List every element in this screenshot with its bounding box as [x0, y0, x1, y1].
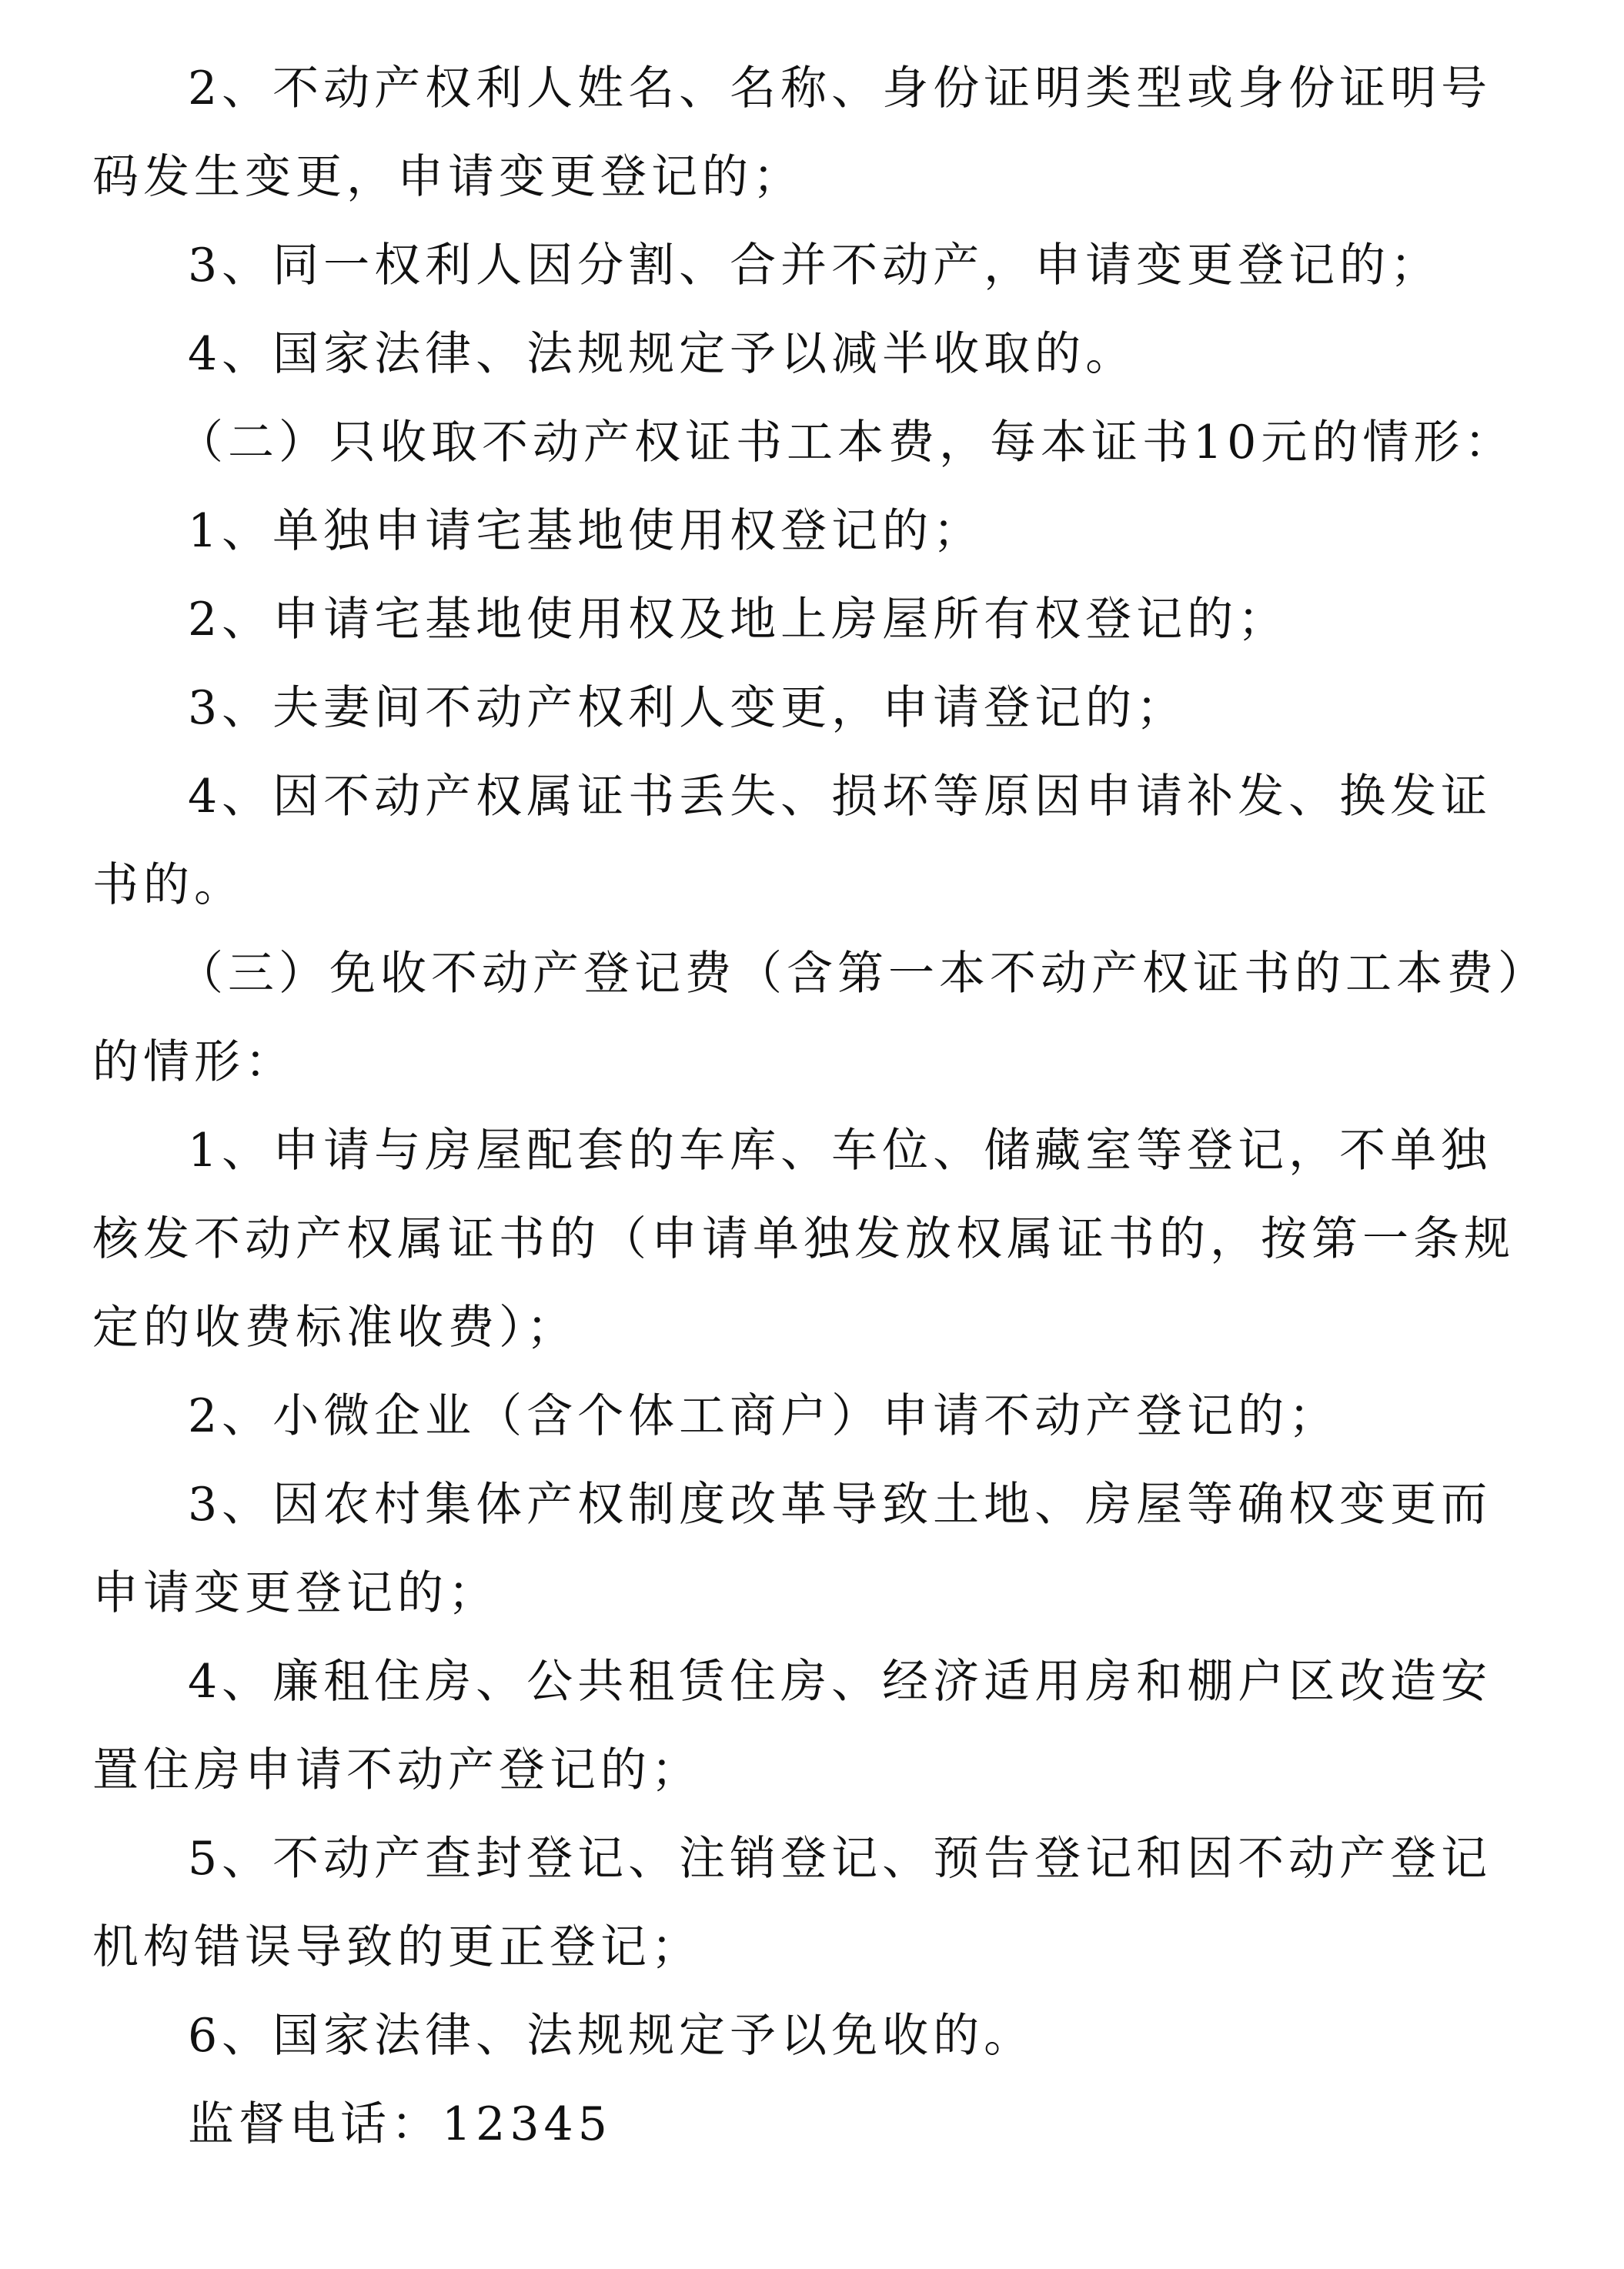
paragraph-garage: 1、申请与房屋配套的车库、车位、储藏室等登记，不单独核发不动产权属证书的（申请单独发放权属证书的，按第一条规定的收费标准收费）； — [92, 1124, 1515, 1355]
paragraph-exempt-law: 6、国家法律、法规规定予以免收的。 — [188, 2009, 1035, 2063]
paragraph-rural-reform: 3、因农村集体产权制度改革导致土地、房屋等确权变更而申请变更登记的； — [92, 1478, 1492, 1620]
section-heading-two: （二）只收取不动产权证书工本费，每本证书10元的情形： — [177, 416, 1515, 470]
paragraph-reissue: 4、因不动产权属证书丢失、损坏等原因申请补发、换发证书的。 — [92, 770, 1492, 912]
paragraph-half-fee-law: 4、国家法律、法规规定予以减半收取的。 — [188, 327, 1137, 381]
paragraph-small-business: 2、小微企业（含个体工商户）申请不动产登记的； — [188, 1389, 1340, 1443]
paragraph-split-merge: 3、同一权利人因分割、合并不动产，申请变更登记的； — [188, 239, 1442, 292]
section-heading-three: （三）免收不动产登记费（含第一本不动产权证书的工本费）的情形： — [92, 947, 1525, 1089]
paragraph-spouse-change: 3、夫妻间不动产权利人变更，申请登记的； — [188, 681, 1188, 735]
paragraph-homestead-house: 2、申请宅基地使用权及地上房屋所有权登记的； — [188, 593, 1289, 647]
supervision-phone: 监督电话：12345 — [188, 2097, 612, 2151]
paragraph-name-change: 2、不动产权利人姓名、名称、身份证明类型或身份证明号码发生变更，申请变更登记的； — [92, 62, 1492, 204]
document-page — [92, 45, 1539, 2169]
paragraph-seizure-cancel: 5、不动产查封登记、注销登记、预告登记和因不动产登记机构错误导致的更正登记； — [92, 1832, 1492, 1974]
paragraph-homestead: 1、单独申请宅基地使用权登记的； — [188, 504, 984, 558]
paragraph-affordable-housing: 4、廉租住房、公共租赁住房、经济适用房和棚户区改造安置住房申请不动产登记的； — [92, 1655, 1492, 1797]
